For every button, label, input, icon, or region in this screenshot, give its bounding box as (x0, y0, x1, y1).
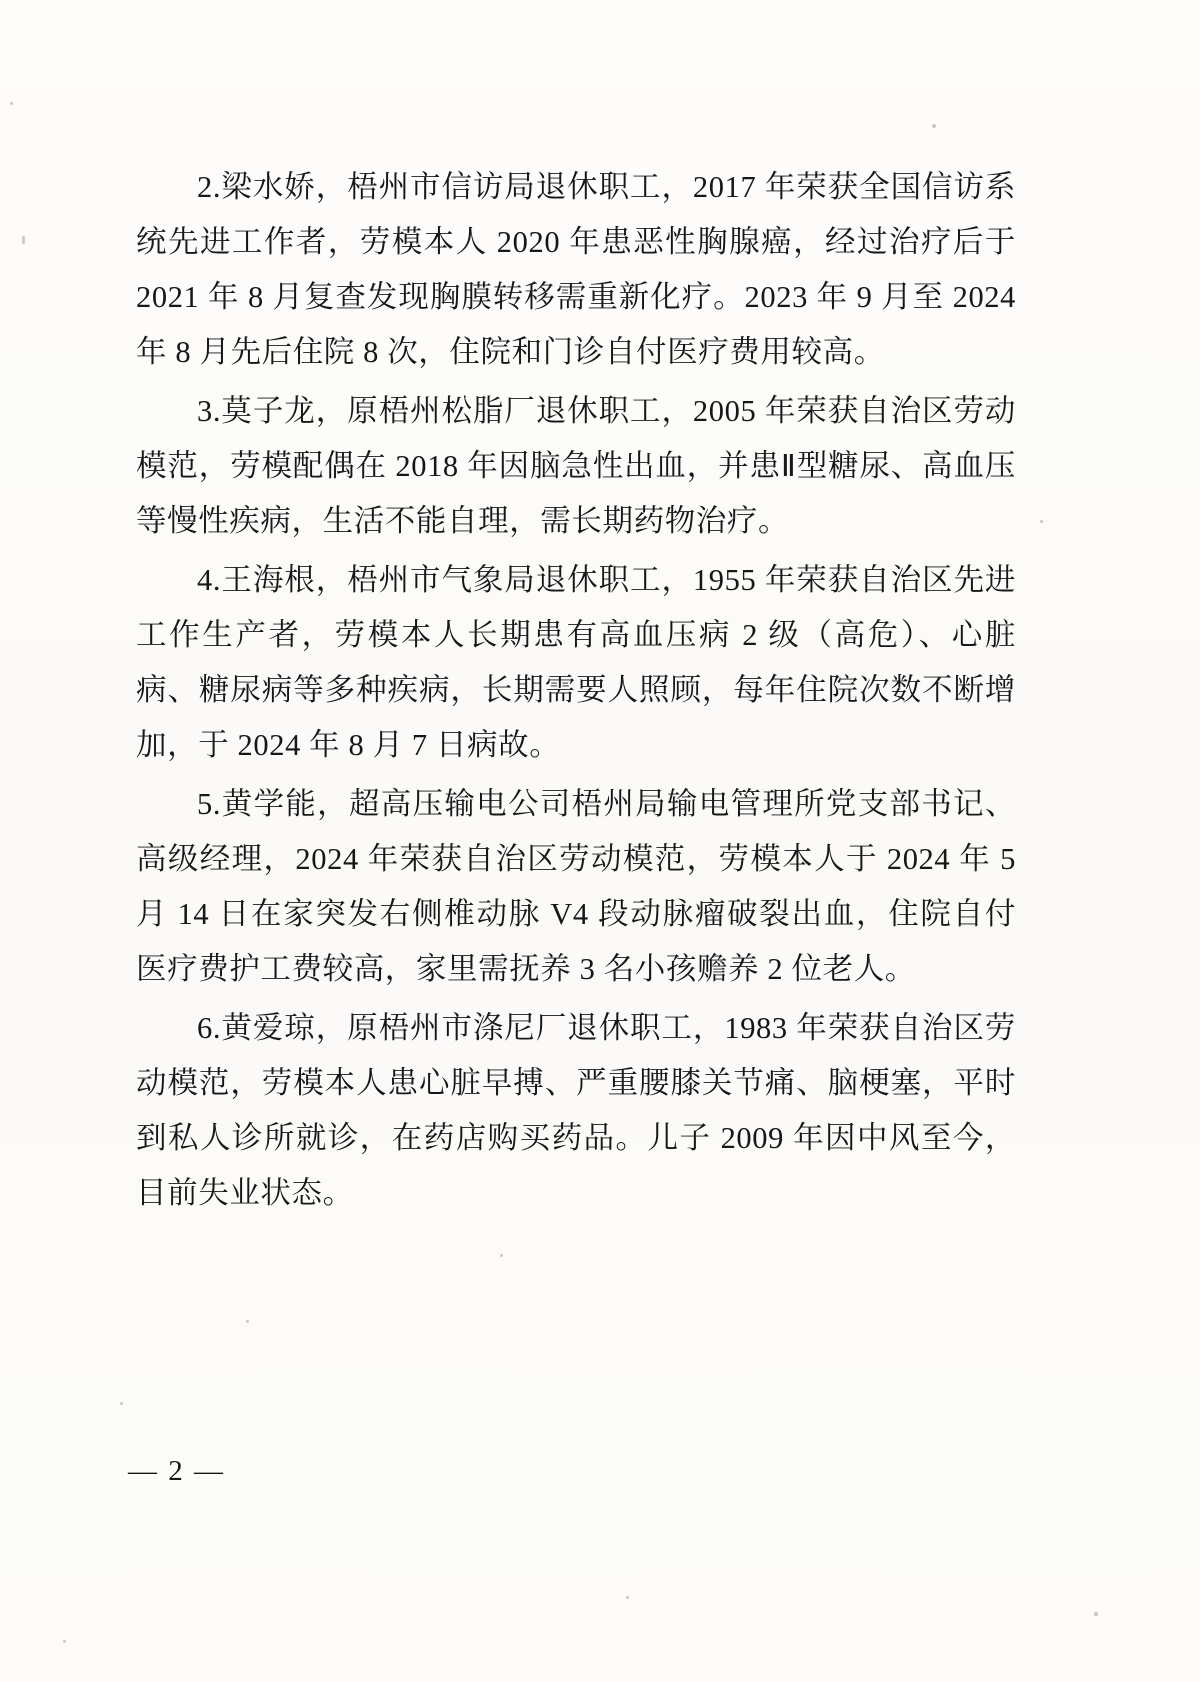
paragraph-6: 6.黄爱琼，原梧州市涤尼厂退休职工，1983 年荣获自治区劳动模范，劳模本人患心脏早搏、严重腰膝关节痛、脑梗塞，平时到私人诊所就诊，在药店购买药品。儿子 2009 年因中风至今，目前失业状态。 (136, 1011, 1016, 1210)
scan-speck (500, 1254, 503, 1257)
paragraph-5: 5.黄学能，超高压输电公司梧州局输电管理所党支部书记、高级经理，2024 年荣获自治区劳动模范，劳模本人于 2024 年 5 月 14 日在家突发右侧椎动脉 V4 段动脉瘤破裂出血，住院自付医疗费护工费较高，家里需抚养 3 名小孩赡养 2 位老人。 (136, 787, 1016, 986)
page-number: — 2 — (128, 1455, 225, 1487)
scan-speck (22, 236, 25, 244)
paragraph-4: 4.王海根，梧州市气象局退休职工，1955 年荣获自治区先进工作生产者，劳模本人长期患有高血压病 2 级（高危）、心脏病、糖尿病等多种疾病，长期需要人照顾，每年住院次数不断增加，于 2024 年 8 月 7 日病故。 (136, 563, 1016, 762)
paragraph-2: 2.梁水娇，梧州市信访局退休职工，2017 年荣获全国信访系统先进工作者，劳模本人 2020 年患恶性胸腺癌，经过治疗后于 2021 年 8 月复查发现胸膜转移需重新化疗。2023 年 9 月至 2024 年 8 月先后住院 8 次，住院和门诊自付医疗费用较高。 (136, 170, 1016, 369)
scan-speck (10, 102, 13, 105)
scan-speck (120, 1402, 123, 1405)
document-body (136, 160, 1016, 1225)
scan-speck (1094, 1612, 1098, 1616)
scan-speck (63, 1640, 66, 1643)
scan-speck (932, 124, 936, 128)
paragraph-3: 3.莫子龙，原梧州松脂厂退休职工，2005 年荣获自治区劳动模范，劳模配偶在 2018 年因脑急性出血，并患Ⅱ型糖尿、高血压等慢性疾病，生活不能自理，需长期药物治疗。 (136, 394, 1016, 538)
scan-speck (626, 1596, 629, 1599)
scan-speck (246, 1320, 249, 1323)
scan-speck (1040, 520, 1043, 523)
